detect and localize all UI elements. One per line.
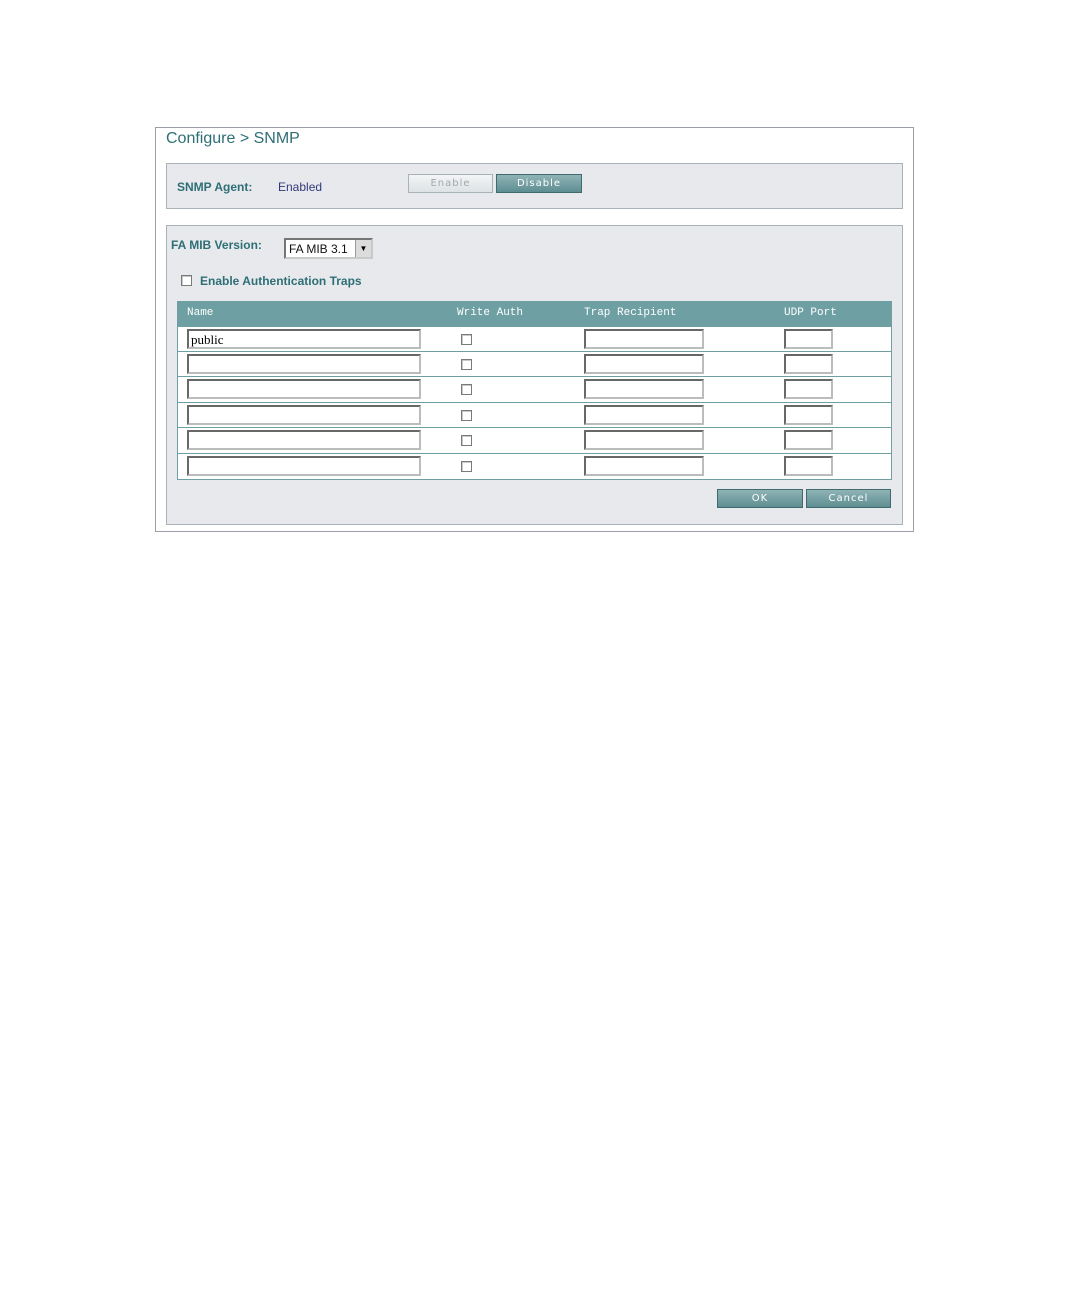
udp-port-input[interactable]: [784, 329, 833, 349]
auth-traps-label: Enable Authentication Traps: [200, 274, 362, 288]
snmp-agent-label: SNMP Agent:: [177, 180, 253, 194]
table-row: [178, 427, 891, 452]
trap-recipient-input[interactable]: [584, 405, 704, 425]
table-row: [178, 453, 891, 478]
udp-port-input[interactable]: [784, 354, 833, 374]
write-auth-checkbox[interactable]: [461, 461, 472, 472]
column-header-name: Name: [187, 307, 214, 319]
snmp-agent-panel: [166, 163, 903, 209]
snmp-config-window: [155, 127, 914, 532]
fa-mib-version-value: FA MIB 3.1: [289, 242, 348, 256]
write-auth-checkbox[interactable]: [461, 384, 472, 395]
write-auth-checkbox[interactable]: [461, 410, 472, 421]
fa-mib-version-label: FA MIB Version:: [171, 238, 262, 252]
table-row: [178, 402, 891, 427]
page-title: Configure > SNMP: [166, 130, 300, 147]
table-row: [178, 376, 891, 401]
name-input[interactable]: [187, 456, 421, 476]
column-header-write-auth: Write Auth: [457, 307, 524, 319]
name-input[interactable]: public: [187, 329, 421, 349]
trap-recipient-input[interactable]: [584, 456, 704, 476]
udp-port-input[interactable]: [784, 430, 833, 450]
table-header: [178, 302, 891, 326]
write-auth-checkbox[interactable]: [461, 359, 472, 370]
snmp-settings-panel: [166, 225, 903, 525]
chevron-down-icon[interactable]: ▼: [355, 240, 371, 257]
name-input[interactable]: [187, 405, 421, 425]
disable-button[interactable]: Disable: [496, 174, 582, 193]
name-input[interactable]: [187, 379, 421, 399]
trap-recipient-input[interactable]: [584, 379, 704, 399]
ok-button[interactable]: OK: [717, 489, 803, 508]
trap-recipient-input[interactable]: [584, 329, 704, 349]
name-input[interactable]: [187, 430, 421, 450]
fa-mib-version-select[interactable]: [284, 238, 373, 259]
write-auth-checkbox[interactable]: [461, 435, 472, 446]
column-header-udp-port: UDP Port: [784, 307, 837, 319]
write-auth-checkbox[interactable]: [461, 334, 472, 345]
udp-port-input[interactable]: [784, 456, 833, 476]
cancel-button[interactable]: Cancel: [806, 489, 891, 508]
udp-port-input[interactable]: [784, 379, 833, 399]
enable-button[interactable]: Enable: [408, 174, 493, 193]
community-table: [177, 301, 892, 480]
table-row: [178, 326, 891, 351]
name-input[interactable]: [187, 354, 421, 374]
udp-port-input[interactable]: [784, 405, 833, 425]
trap-recipient-input[interactable]: [584, 354, 704, 374]
trap-recipient-input[interactable]: [584, 430, 704, 450]
snmp-agent-status: Enabled: [278, 180, 323, 194]
auth-traps-checkbox[interactable]: [181, 275, 192, 286]
table-row: [178, 351, 891, 376]
column-header-trap-recipient: Trap Recipient: [584, 307, 677, 319]
